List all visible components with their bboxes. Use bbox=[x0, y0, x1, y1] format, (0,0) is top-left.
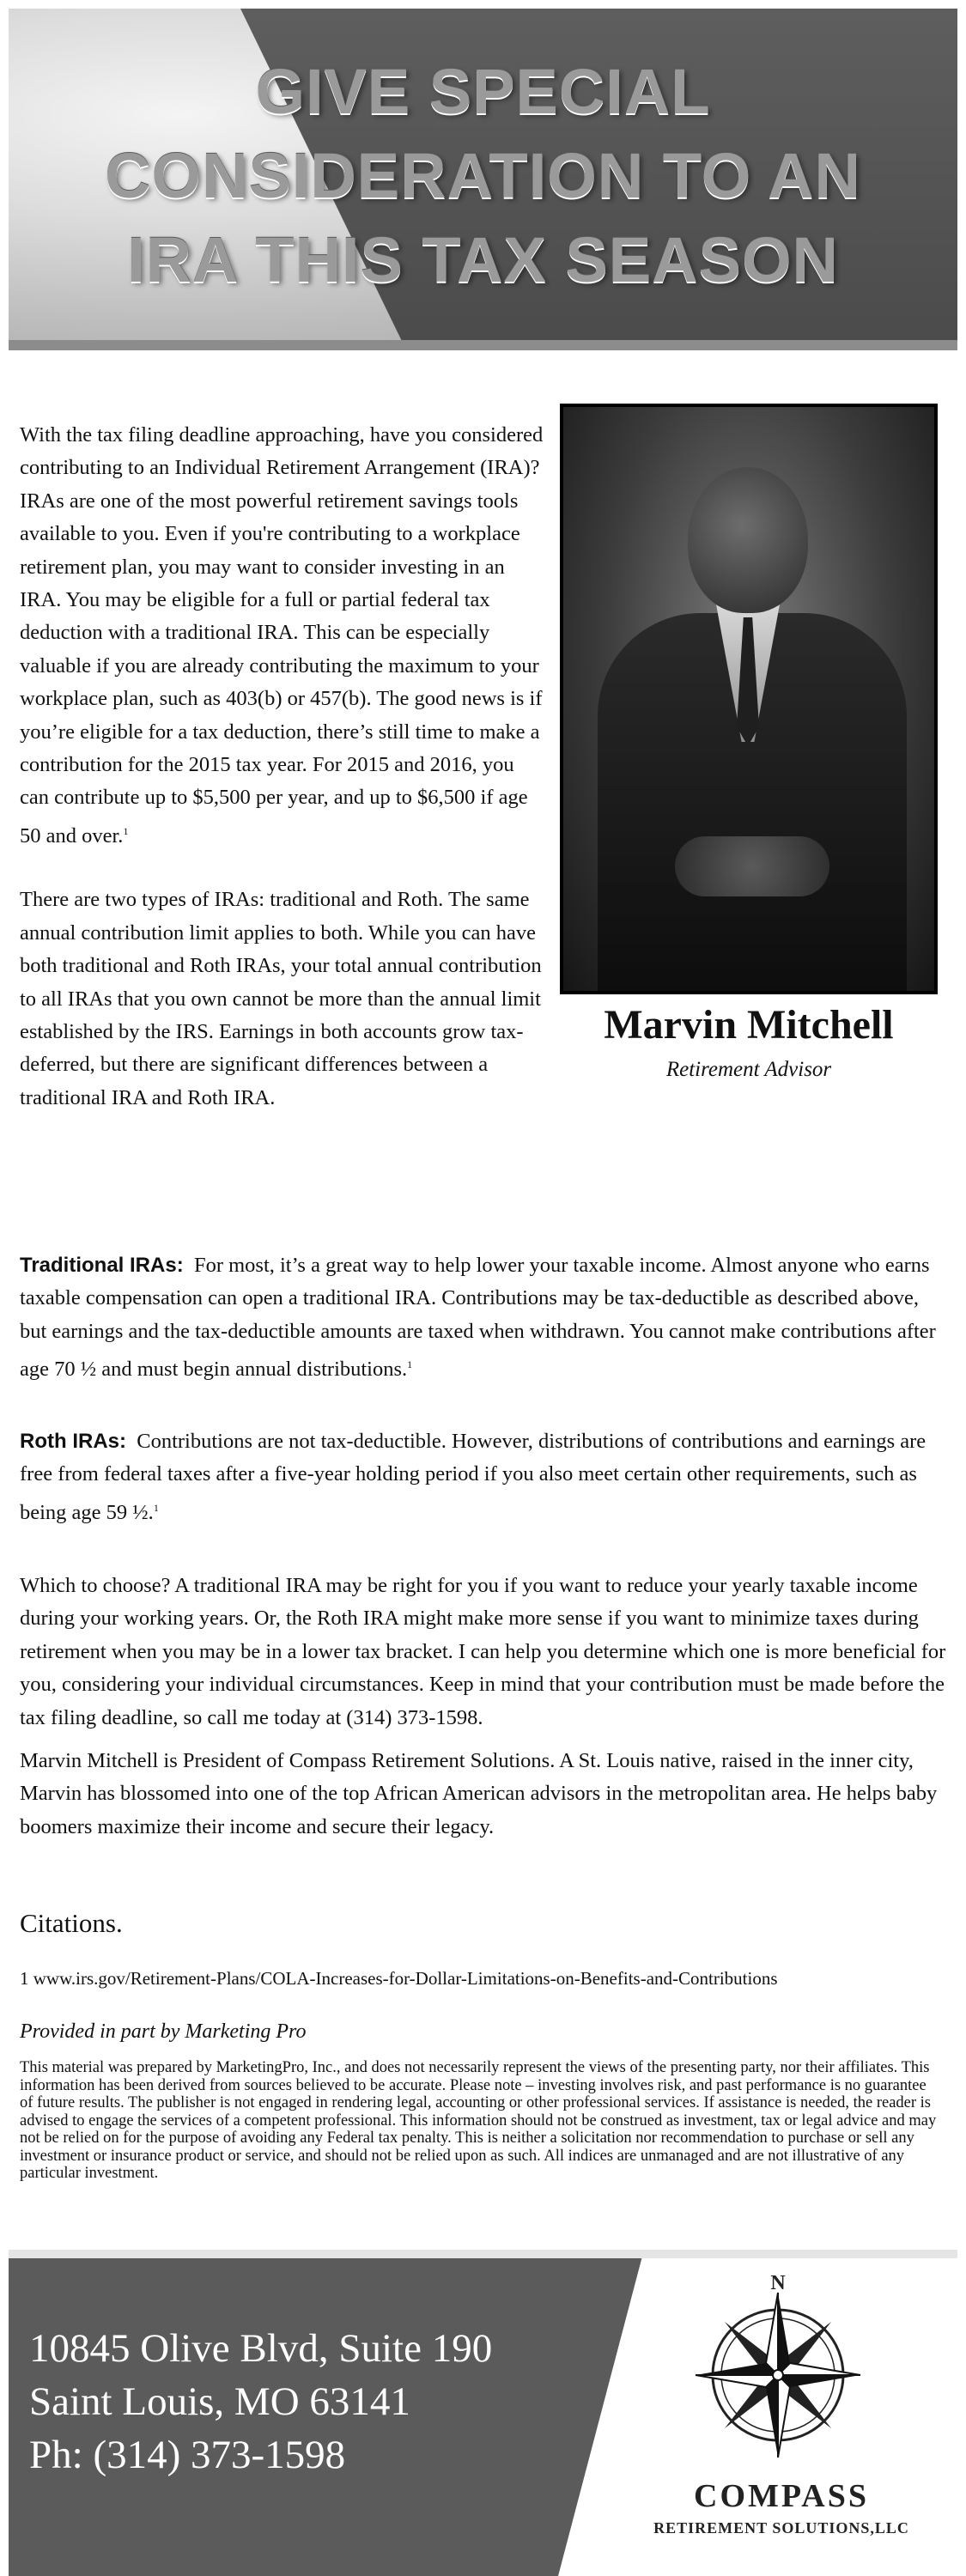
phone-number: Ph: (314) 373-1598 bbox=[29, 2433, 346, 2477]
traditional-ira-heading: Traditional IRAs: bbox=[20, 1254, 184, 1277]
roth-ira-paragraph: Roth IRAs: Contributions are not tax-deductible. However, distributions of contributions and earnings are free from federal taxes after a five-year holding period if you also meet certain other requirements, such as being age 59 ½.$^1$ bbox=[20, 1430, 927, 1524]
disclaimer: This material was prepared by MarketingPro, Inc., and does not necessarily represent the views of the presenting party, nor their affiliates. This information has been derived from sources believed to be accurate. Please note – investing involves risk, and past performance is no guarantee of future results. The publisher is not engaged in rendering legal, accounting or other professional services. If assistance is needed, the reader is advised to engage the services of a competent professional. This information should not be construed as investment, tax or legal advice and may not be relied on for the purpose of avoiding any Federal tax penalty. This is neither a solicitation nor recommendation to purchase or sell any investment or insurance product or service, and should not be relied upon as such. All indices are unmanaged and are not illustrative of any particular investment. bbox=[20, 2059, 937, 2182]
headline bbox=[9, 50, 957, 302]
provided-by: Provided in part by Marketing Pro bbox=[20, 2020, 307, 2043]
photo-head bbox=[688, 467, 808, 613]
banner-bottom-strip bbox=[9, 350, 957, 362]
banner-divider bbox=[9, 340, 957, 350]
intro-paragraph: With the tax filing deadline approaching, have you considered contributing to an Individual Retirement Arrangement (IRA)? IRAs are one of the most powerful retirement savings tools available to you. Even if you're contributing to a workplace retirement plan, you may want to consider investing in an IRA. You may be eligible for a full or partial federal tax deduction with a traditional IRA. This can be especially valuable if you are already contributing the maximum to your workplace plan, such as 403(b) or 457(b). The good news is if you’re eligible for a tax deduction, there’s still time to make a contribution for the 2015 tax year. For 2015 and 2016, you can contribute up to $5,500 per year, and up to $6,500 if age 50 and over.$^1$ bbox=[20, 423, 544, 848]
roth-ira-heading: Roth IRAs: bbox=[20, 1430, 126, 1453]
intro-paragraph: There are two types of IRAs: traditional and Roth. The same annual contribution limit applies to both. While you can have both traditional and Roth IRAs, your total annual contribution to all IRAs that you own cannot be more than the annual limit established by the IRS. Earnings in both accounts grow tax-deferred, but there are significant differences between a traditional IRA and Roth IRA. bbox=[20, 888, 542, 1109]
address-line: Saint Louis, MO 63141 bbox=[29, 2379, 410, 2424]
headline-line: CONSIDERATION TO AN bbox=[105, 140, 861, 211]
footnote-marker: 1 bbox=[407, 1358, 413, 1371]
compass-rose-icon bbox=[692, 2269, 864, 2461]
advisor-photo bbox=[560, 404, 938, 994]
advisor-title: Retirement Advisor bbox=[665, 1058, 832, 1081]
citation-item: 1 www.irs.gov/Retirement-Plans/COLA-Increases-for-Dollar-Limitations-on-Benefits-and-Contributions bbox=[20, 1968, 778, 1989]
bio-paragraph: Marvin Mitchell is President of Compass Retirement Solutions. A St. Louis native, raised in the inner city, Marvin has blossomed into one of the top African American advisors in the metropolitan area. He helps baby boomers maximize their income and secure their legacy. bbox=[20, 1749, 938, 1838]
headline-line: GIVE SPECIAL bbox=[255, 56, 711, 127]
footnote-marker: 1 bbox=[123, 824, 129, 837]
contact-block bbox=[29, 2322, 492, 2482]
footer-banner bbox=[9, 2250, 957, 2576]
photo-hands bbox=[675, 836, 829, 896]
choose-paragraph: Which to choose? A traditional IRA may be right for you if you want to reduce your yearly taxable income during your working years. Or, the Roth IRA might make more sense if you want to minimize taxes during retirement when you may be in a lower tax bracket. I can help you determine which one is more beneficial for you, considering your individual circumstances. Keep in mind that your contribution must be made before the tax filing deadline, so call me today at (314) 373-1598. bbox=[20, 1574, 946, 1729]
address-line: 10845 Olive Blvd, Suite 190 bbox=[29, 2326, 493, 2371]
brand-subtitle: RETIREMENT SOLUTIONS,LLC bbox=[653, 2519, 909, 2537]
footnote-marker: 1 bbox=[153, 1501, 159, 1514]
brand-name: COMPASS bbox=[694, 2478, 869, 2514]
header-banner bbox=[9, 9, 957, 362]
intro-column bbox=[20, 419, 548, 1145]
headline-line: IRA THIS TAX SEASON bbox=[127, 224, 839, 295]
traditional-ira-paragraph: Traditional IRAs: For most, it’s a great way to help lower your taxable income. Almost anyone who earns taxable compensation can open a traditional IRA. Contributions may be tax-deductible as described above, but earnings and the tax-deductible amounts are taxed when withdrawn. You cannot make contributions after age 70 ½ and must begin annual distributions.$^1$ bbox=[20, 1254, 936, 1382]
advisor-name: Marvin Mitchell bbox=[604, 1002, 894, 1048]
citations-title: Citations. bbox=[20, 1908, 123, 1938]
footer-top-band bbox=[9, 2250, 957, 2258]
compass-north-label: N bbox=[770, 2272, 786, 2294]
